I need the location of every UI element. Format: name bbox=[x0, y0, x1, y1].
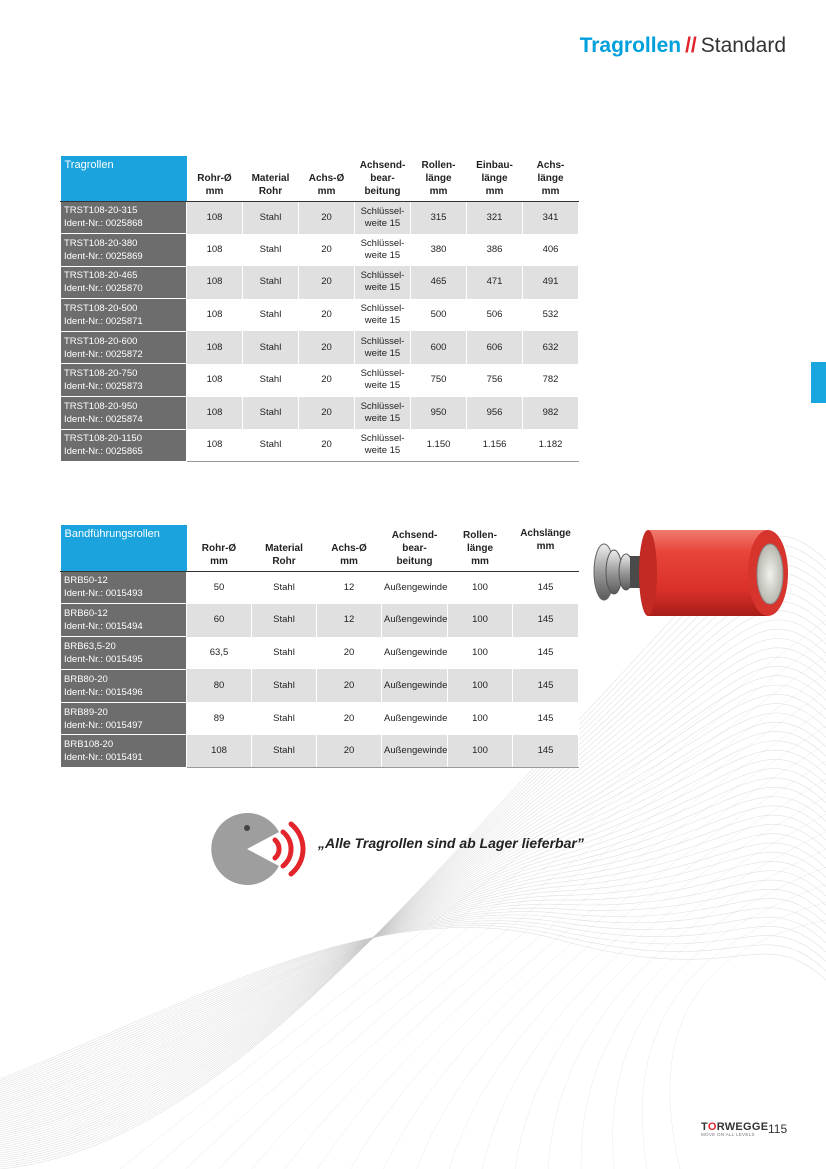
achs-cell: 20 bbox=[317, 637, 382, 670]
rohr-cell: 108 bbox=[187, 266, 243, 299]
rohr-cell: 108 bbox=[187, 201, 243, 234]
material-cell: Stahl bbox=[243, 429, 299, 462]
rollenlaenge-cell: 600 bbox=[411, 331, 467, 364]
material-cell: Stahl bbox=[252, 669, 317, 702]
bearbeitung-cell: Schlüssel- weite 15 bbox=[355, 299, 411, 332]
material-cell: Stahl bbox=[243, 234, 299, 267]
achslaenge-cell: 1.182 bbox=[523, 429, 579, 462]
page-title-sub: Standard bbox=[700, 34, 786, 57]
column-header: Rohr-Ø mm bbox=[187, 525, 252, 571]
chapter-tab-marker bbox=[811, 362, 826, 403]
achslaenge-cell: 406 bbox=[523, 234, 579, 267]
achslaenge-cell: 145 bbox=[513, 637, 579, 670]
product-name-cell: TRST108-20-750 Ident-Nr.: 0025873 bbox=[61, 364, 187, 397]
material-cell: Stahl bbox=[243, 201, 299, 234]
achs-cell: 20 bbox=[299, 364, 355, 397]
table-row bbox=[61, 331, 579, 364]
achs-cell: 20 bbox=[317, 669, 382, 702]
column-header: Achsend- bear- beitung bbox=[355, 156, 411, 201]
material-cell: Stahl bbox=[243, 397, 299, 430]
table-row bbox=[61, 201, 579, 234]
product-name-cell: TRST108-20-1150 Ident-Nr.: 0025865 bbox=[61, 429, 187, 462]
column-header: Achs- länge mm bbox=[523, 156, 579, 201]
achs-cell: 20 bbox=[299, 299, 355, 332]
rollenlaenge-cell: 100 bbox=[448, 637, 513, 670]
page-number: 115 bbox=[768, 1122, 788, 1136]
column-header: Achslänge mm bbox=[513, 525, 579, 571]
rohr-cell: 80 bbox=[187, 669, 252, 702]
rollenlaenge-cell: 380 bbox=[411, 234, 467, 267]
table-row bbox=[61, 669, 579, 702]
product-name-cell: BRB50-12 Ident-Nr.: 0015493 bbox=[61, 571, 187, 604]
product-name-cell: BRB80-20 Ident-Nr.: 0015496 bbox=[61, 669, 187, 702]
rohr-cell: 108 bbox=[187, 234, 243, 267]
rollenlaenge-cell: 500 bbox=[411, 299, 467, 332]
page-title-main: Tragrollen bbox=[579, 34, 682, 57]
table-row bbox=[61, 429, 579, 462]
achslaenge-cell: 532 bbox=[523, 299, 579, 332]
bearbeitung-cell: Schlüssel- weite 15 bbox=[355, 364, 411, 397]
product-name-cell: BRB89-20 Ident-Nr.: 0015497 bbox=[61, 702, 187, 735]
table-row bbox=[61, 266, 579, 299]
rohr-cell: 108 bbox=[187, 397, 243, 430]
product-name-cell: BRB63,5-20 Ident-Nr.: 0015495 bbox=[61, 637, 187, 670]
achslaenge-cell: 145 bbox=[513, 735, 579, 768]
column-header: Einbau- länge mm bbox=[467, 156, 523, 201]
einbaulaenge-cell: 1.156 bbox=[467, 429, 523, 462]
rohr-cell: 89 bbox=[187, 702, 252, 735]
bearbeitung-cell: Schlüssel- weite 15 bbox=[355, 234, 411, 267]
column-header: Achs-Ø mm bbox=[299, 156, 355, 201]
product-name-cell: BRB60-12 Ident-Nr.: 0015494 bbox=[61, 604, 187, 637]
achs-cell: 20 bbox=[317, 702, 382, 735]
bearbeitung-cell: Außengewinde bbox=[382, 637, 448, 670]
rollenlaenge-cell: 1.150 bbox=[411, 429, 467, 462]
achslaenge-cell: 145 bbox=[513, 571, 579, 604]
table-title: Bandführungsrollen bbox=[61, 525, 187, 571]
bearbeitung-cell: Außengewinde bbox=[382, 604, 448, 637]
table-title: Tragrollen bbox=[61, 156, 187, 201]
rohr-cell: 108 bbox=[187, 429, 243, 462]
column-header: Achs-Ø mm bbox=[317, 525, 382, 571]
page-title bbox=[580, 34, 786, 58]
bandfuehrungsrollen-table bbox=[60, 525, 579, 768]
column-header: Achsend- bear- beitung bbox=[382, 525, 448, 571]
product-name-cell: TRST108-20-950 Ident-Nr.: 0025874 bbox=[61, 397, 187, 430]
bearbeitung-cell: Außengewinde bbox=[382, 669, 448, 702]
bearbeitung-cell: Schlüssel- weite 15 bbox=[355, 266, 411, 299]
achs-cell: 12 bbox=[317, 604, 382, 637]
column-header: Material Rohr bbox=[243, 156, 299, 201]
rohr-cell: 108 bbox=[187, 364, 243, 397]
achs-cell: 20 bbox=[299, 201, 355, 234]
rohr-cell: 60 bbox=[187, 604, 252, 637]
einbaulaenge-cell: 756 bbox=[467, 364, 523, 397]
availability-quote: „Alle Tragrollen sind ab Lager lieferbar” bbox=[318, 835, 584, 851]
table-row bbox=[61, 637, 579, 670]
bearbeitung-cell: Schlüssel- weite 15 bbox=[355, 429, 411, 462]
rollenlaenge-cell: 315 bbox=[411, 201, 467, 234]
table-row bbox=[61, 735, 579, 768]
rollenlaenge-cell: 100 bbox=[448, 669, 513, 702]
company-logo-text: TORWEGGE bbox=[701, 1121, 769, 1133]
rohr-cell: 108 bbox=[187, 331, 243, 364]
rollenlaenge-cell: 100 bbox=[448, 604, 513, 637]
column-header: Rohr-Ø mm bbox=[187, 156, 243, 201]
rollenlaenge-cell: 100 bbox=[448, 571, 513, 604]
rohr-cell: 63,5 bbox=[187, 637, 252, 670]
achslaenge-cell: 491 bbox=[523, 266, 579, 299]
einbaulaenge-cell: 506 bbox=[467, 299, 523, 332]
material-cell: Stahl bbox=[243, 331, 299, 364]
achs-cell: 20 bbox=[299, 234, 355, 267]
einbaulaenge-cell: 386 bbox=[467, 234, 523, 267]
rohr-cell: 50 bbox=[187, 571, 252, 604]
einbaulaenge-cell: 606 bbox=[467, 331, 523, 364]
company-logo-tagline: MOVE ON ALL LEVELS bbox=[701, 1132, 755, 1137]
product-name-cell: BRB108-20 Ident-Nr.: 0015491 bbox=[61, 735, 187, 768]
achslaenge-cell: 341 bbox=[523, 201, 579, 234]
material-cell: Stahl bbox=[252, 702, 317, 735]
pacman-signal-icon bbox=[209, 812, 309, 886]
rohr-cell: 108 bbox=[187, 735, 252, 768]
red-belt-guide-roller-image bbox=[586, 520, 791, 624]
product-name-cell: TRST108-20-380 Ident-Nr.: 0025869 bbox=[61, 234, 187, 267]
table-row bbox=[61, 234, 579, 267]
achs-cell: 20 bbox=[299, 397, 355, 430]
bearbeitung-cell: Außengewinde bbox=[382, 735, 448, 768]
table-row bbox=[61, 571, 579, 604]
material-cell: Stahl bbox=[252, 637, 317, 670]
column-header: Rollen- länge mm bbox=[411, 156, 467, 201]
table-row bbox=[61, 364, 579, 397]
rollenlaenge-cell: 465 bbox=[411, 266, 467, 299]
rollenlaenge-cell: 100 bbox=[448, 735, 513, 768]
rollenlaenge-cell: 950 bbox=[411, 397, 467, 430]
tragrollen-table bbox=[60, 156, 579, 462]
product-name-cell: TRST108-20-465 Ident-Nr.: 0025870 bbox=[61, 266, 187, 299]
table-row bbox=[61, 397, 579, 430]
table-row bbox=[61, 299, 579, 332]
achs-cell: 20 bbox=[299, 429, 355, 462]
column-header: Material Rohr bbox=[252, 525, 317, 571]
material-cell: Stahl bbox=[243, 364, 299, 397]
einbaulaenge-cell: 956 bbox=[467, 397, 523, 430]
bearbeitung-cell: Schlüssel- weite 15 bbox=[355, 397, 411, 430]
table-row bbox=[61, 702, 579, 735]
achslaenge-cell: 145 bbox=[513, 669, 579, 702]
bearbeitung-cell: Außengewinde bbox=[382, 702, 448, 735]
achslaenge-cell: 632 bbox=[523, 331, 579, 364]
table-row bbox=[61, 604, 579, 637]
achs-cell: 20 bbox=[299, 331, 355, 364]
achslaenge-cell: 982 bbox=[523, 397, 579, 430]
achslaenge-cell: 782 bbox=[523, 364, 579, 397]
achslaenge-cell: 145 bbox=[513, 702, 579, 735]
achs-cell: 20 bbox=[317, 735, 382, 768]
company-logo bbox=[701, 1121, 769, 1143]
bearbeitung-cell: Außengewinde bbox=[382, 571, 448, 604]
material-cell: Stahl bbox=[243, 299, 299, 332]
material-cell: Stahl bbox=[252, 571, 317, 604]
product-name-cell: TRST108-20-500 Ident-Nr.: 0025871 bbox=[61, 299, 187, 332]
rollenlaenge-cell: 750 bbox=[411, 364, 467, 397]
bearbeitung-cell: Schlüssel- weite 15 bbox=[355, 331, 411, 364]
column-header: Rollen- länge mm bbox=[448, 525, 513, 571]
material-cell: Stahl bbox=[252, 735, 317, 768]
achs-cell: 12 bbox=[317, 571, 382, 604]
achslaenge-cell: 145 bbox=[513, 604, 579, 637]
bearbeitung-cell: Schlüssel- weite 15 bbox=[355, 201, 411, 234]
product-name-cell: TRST108-20-315 Ident-Nr.: 0025868 bbox=[61, 201, 187, 234]
material-cell: Stahl bbox=[243, 266, 299, 299]
rohr-cell: 108 bbox=[187, 299, 243, 332]
material-cell: Stahl bbox=[252, 604, 317, 637]
einbaulaenge-cell: 321 bbox=[467, 201, 523, 234]
page-title-separator: // bbox=[685, 34, 697, 57]
achs-cell: 20 bbox=[299, 266, 355, 299]
product-name-cell: TRST108-20-600 Ident-Nr.: 0025872 bbox=[61, 331, 187, 364]
einbaulaenge-cell: 471 bbox=[467, 266, 523, 299]
rollenlaenge-cell: 100 bbox=[448, 702, 513, 735]
